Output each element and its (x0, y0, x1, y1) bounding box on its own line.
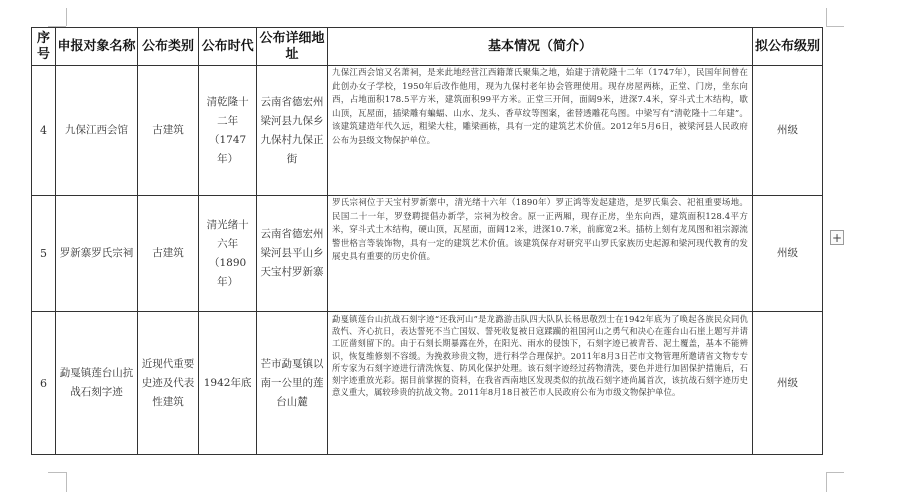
row-name: 九保江西会馆 (56, 66, 138, 196)
crop-mark (48, 472, 66, 473)
row-era: 清光绪十六年（1890年） (199, 196, 257, 312)
row-level: 州级 (753, 312, 823, 455)
row-address: 芒市勐戛镇以南一公里的莲台山麓 (257, 312, 328, 455)
row-address: 云南省德宏州梁河县九保乡九保村九保正街 (257, 66, 328, 196)
row-seq: 4 (32, 66, 56, 196)
header-address: 公布详细地址 (257, 28, 328, 66)
table-row (32, 66, 823, 196)
row-level: 州级 (753, 66, 823, 196)
crop-mark (66, 472, 67, 492)
crop-mark (66, 8, 67, 26)
header-category: 公布类别 (137, 28, 198, 66)
row-basic-info: 罗氏宗祠位于天宝村罗新寨中，清光绪十六年（1890年）罗正鸿等发起建造，是罗氏集会、祀祖重要场地。民国二十一年，罗登聘提倡办新学，宗祠为校舍。原一正两厢，现存正房，坐东向西，建筑面积128.4平方米，穿斗式土木结构，硬山顶，瓦屋面，面阔12米，进深10.7米，前廊宽2米。插枋上刻有龙凤图和祖宗源流警世格言等装饰物，具有一定的建筑艺术价值。该建筑保存对研究平山罗氏家族历史起源和梁河现代教育的发展史具有重要的历史价值。 (328, 196, 753, 312)
add-column-button[interactable]: + (831, 231, 843, 245)
table-row (32, 312, 823, 455)
row-basic-info: 九保江西会馆又名萧祠，是来此地经营江西籍萧氏聚集之地，始建于清乾隆十二年（1747年），民国年间曾在此创办女子学校，1950年后改作他用，现为九保村老年协会管理使用。现存房屋两栋，正堂、门房，坐东向西，占地面积178.5平方米，建筑面积99平方米。正堂三开间，面阔9米，进深7.4米，穿斗式土木结构，歇山顶，瓦屋面，插梁雕有蝙蝠、山水、龙头、香草纹等图案，雀替透雕花鸟图。中梁写有“清乾隆十二年建”。该建筑建造年代久远，粗梁大柱，雕梁画栋，具有一定的建筑艺术价值。2012年5月6日，被梁河县人民政府公布为县级文物保护单位。 (328, 66, 753, 196)
header-level: 拟公布级别 (753, 28, 823, 66)
row-name: 罗新寨罗氏宗祠 (56, 196, 138, 312)
crop-mark (826, 472, 827, 492)
row-era: 1942年底 (199, 312, 257, 455)
row-category: 古建筑 (137, 66, 198, 196)
row-basic-info: 勐戛镇莲台山抗战石刻字迹“还我河山”是龙潞游击队四大队队长杨思敬烈士在1942年底为了唤起各族民众同仇敌忾、齐心抗日，表达誓死不当亡国奴、誓死收复被日寇蹂躏的祖国河山之勇气和决心在莲台山石崖上题写并请工匠凿刻留下的。由于石刻长期暴露在外，在阳光、雨水的侵蚀下，石刻字迹已被青苔、泥土覆盖，基本不能辨识，恢复维修刻不容缓。为挽救珍贵文物，进行科学合理保护。2011年8月3日芒市文物管理所邀请省文物专专所专家为石刻字迹进行清洗恢复、防风化保护处理。该石刻字迹经过药物清洗，要色并进行加固保护措施后，石刻字迹重放光彩。据目前掌握的资料，在我省西南地区发现类似的抗战石刻字迹尚属首次，该抗战石刻字迹历史意义重大，属较珍贵的抗战文物。2011年8月18日被芒市人民政府公布为市级文物保护单位。 (328, 312, 753, 455)
header-basic-info: 基本情况（简介） (328, 28, 753, 66)
crop-mark (826, 8, 827, 26)
row-seq: 5 (32, 196, 56, 312)
header-era: 公布时代 (199, 28, 257, 66)
row-name: 勐戛镇莲台山抗战石刻字迹 (56, 312, 138, 455)
header-seq: 序号 (32, 28, 56, 66)
row-era: 清乾隆十二年（1747年） (199, 66, 257, 196)
table-header-row (32, 28, 823, 66)
crop-mark (826, 472, 844, 473)
row-category: 古建筑 (137, 196, 198, 312)
row-seq: 6 (32, 312, 56, 455)
row-category: 近现代重要史迹及代表性建筑 (137, 312, 198, 455)
crop-mark (826, 26, 844, 27)
row-address: 云南省德宏州梁河县平山乡天宝村罗新寨 (257, 196, 328, 312)
row-level: 州级 (753, 196, 823, 312)
header-name: 申报对象名称 (56, 28, 138, 66)
table-row (32, 196, 823, 312)
heritage-table (31, 27, 823, 455)
